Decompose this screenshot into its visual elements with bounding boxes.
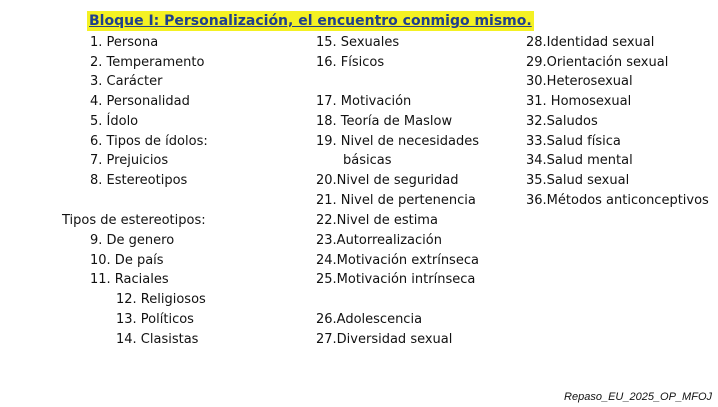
list-item: 17. Motivación: [316, 94, 412, 109]
list-item: 7. Prejuicios: [90, 153, 169, 168]
list-item-continuation: básicas: [343, 153, 392, 168]
footer-label: Repaso_EU_2025_OP_MFOJ: [564, 391, 712, 403]
list-item: 24.Motivación extrínseca: [316, 253, 479, 268]
list-item: 20.Nivel de seguridad: [316, 173, 459, 188]
list-item: 25.Motivación intrínseca: [316, 272, 476, 287]
list-item: 21. Nivel de pertenencia: [316, 193, 476, 208]
list-item: 33.Salud física: [526, 134, 621, 149]
list-item: 18. Teoría de Maslow: [316, 114, 453, 129]
list-item: 32.Saludos: [526, 114, 598, 129]
list-item: 22.Nivel de estima: [316, 213, 438, 228]
list-item: 16. Físicos: [316, 55, 385, 70]
list-item: 13. Políticos: [116, 312, 194, 327]
document-title: Bloque I: Personalización, el encuentro conmigo mismo.: [89, 13, 532, 29]
list-item: 11. Raciales: [90, 272, 169, 287]
list-item: 6. Tipos de ídolos:: [90, 134, 208, 149]
list-item: 28.Identidad sexual: [526, 35, 655, 50]
list-item: 26.Adolescencia: [316, 312, 423, 327]
list-item: 5. Ídolo: [90, 114, 139, 129]
list-item: 3. Carácter: [90, 74, 163, 89]
list-item: 8. Estereotipos: [90, 173, 188, 188]
list-item: 9. De genero: [90, 233, 175, 248]
subheading: Tipos de estereotipos:: [62, 213, 206, 228]
list-item: 14. Clasistas: [116, 332, 199, 347]
list-item: 12. Religiosos: [116, 292, 206, 307]
list-item: 1. Persona: [90, 35, 159, 50]
list-item: 36.Métodos anticonceptivos: [526, 193, 709, 208]
list-item: 31. Homosexual: [526, 94, 632, 109]
list-item: 19. Nivel de necesidades: [316, 134, 479, 149]
list-item: 23.Autorrealización: [316, 233, 442, 248]
list-item: 4. Personalidad: [90, 94, 190, 109]
list-item: 10. De país: [90, 253, 164, 268]
list-item: 2. Temperamento: [90, 55, 205, 70]
list-item: 34.Salud mental: [526, 153, 633, 168]
list-item: 30.Heterosexual: [526, 74, 633, 89]
list-item: 29.Orientación sexual: [526, 55, 669, 70]
list-item: 35.Salud sexual: [526, 173, 630, 188]
list-item: 15. Sexuales: [316, 35, 400, 50]
list-item: 27.Diversidad sexual: [316, 332, 453, 347]
